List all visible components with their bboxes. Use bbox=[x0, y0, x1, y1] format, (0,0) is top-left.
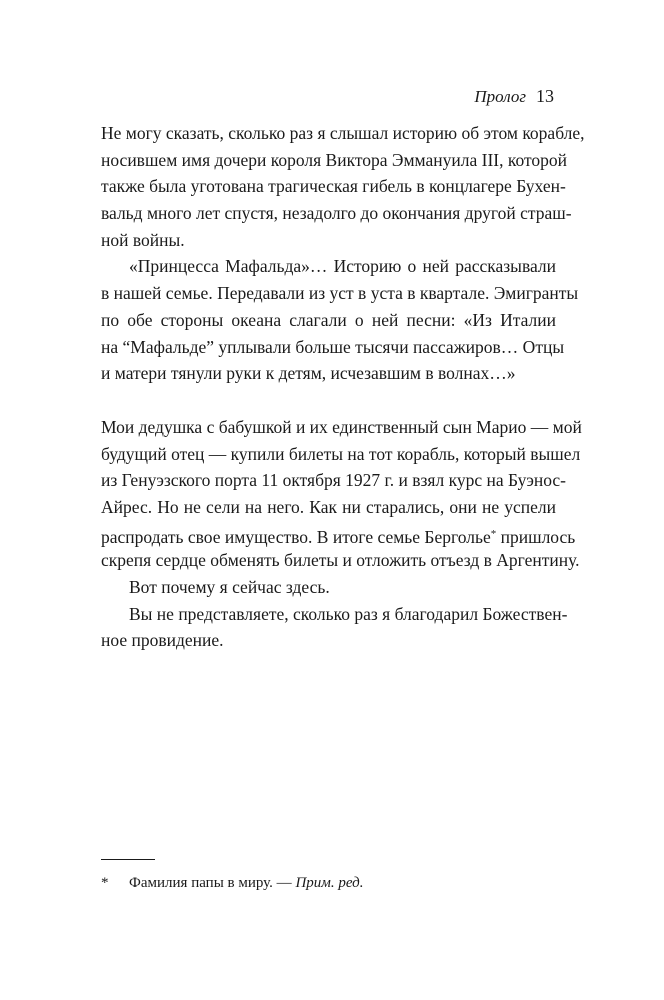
text-line: в нашей семье. Передавали из уст в уста в квартале. Эмигранты bbox=[101, 283, 579, 304]
text-segment: распродать свое имущество. В итоге семье Берголье bbox=[101, 526, 491, 547]
text-line: ной войны. bbox=[101, 229, 185, 250]
text-line: также была уготована трагическая гибель в концлагере Бухен- bbox=[101, 176, 566, 197]
text-line: скрепя сердце обменять билеты и отложить отъезд в Аргентину. bbox=[101, 550, 580, 571]
footnote-mark: * bbox=[101, 875, 109, 891]
footnote-text: Фамилия папы в миру. — bbox=[129, 875, 296, 891]
text-line: будущий отец — купили билеты на тот корабль, который вышел bbox=[101, 443, 581, 464]
text-line: на “Мафальде” уплывали больше тысячи пассажиров… Отцы bbox=[101, 336, 565, 357]
text-line: Айрес. Но не сели на него. Как ни старались, они не успели bbox=[101, 496, 556, 517]
text-line: ное провидение. bbox=[101, 630, 224, 651]
body-text bbox=[101, 120, 585, 654]
text-line: и матери тянули руки к детям, исчезавшим в волнах…» bbox=[101, 363, 516, 384]
footnote-rule bbox=[101, 859, 155, 860]
text-line: Вот почему я сейчас здесь. bbox=[129, 577, 330, 597]
text-line: Вы не представляете, сколько раз я благодарил Божествен- bbox=[129, 603, 568, 624]
footnote bbox=[101, 872, 556, 894]
text-line: по обе стороны океана слагали о ней песни: «Из Италии bbox=[101, 309, 556, 330]
text-line: Не могу сказать, сколько раз я слышал историю об этом корабле, bbox=[101, 123, 585, 143]
footnote-reference[interactable]: * bbox=[490, 527, 497, 540]
text-line: вальд много лет спустя, незадолго до окончания другой страш- bbox=[101, 203, 572, 224]
section-title: Пролог bbox=[474, 87, 526, 106]
running-head bbox=[474, 86, 554, 107]
text-line bbox=[101, 521, 576, 548]
text-line: Мои дедушка с бабушкой и их единственный сын Марио — мой bbox=[101, 416, 582, 437]
text-line: «Принцесса Мафальда»… Историю о ней рассказывали bbox=[129, 256, 556, 277]
text-line: носившем имя дочери короля Виктора Эммануила III, которой bbox=[101, 149, 568, 170]
text-segment: пришлось bbox=[500, 526, 576, 547]
editor-note: Прим. ред. bbox=[295, 875, 364, 891]
page-number: 13 bbox=[536, 86, 554, 106]
section-break bbox=[101, 387, 556, 414]
text-line: из Генуэзского порта 11 октября 1927 г. и взял курс на Буэнос- bbox=[101, 470, 566, 491]
